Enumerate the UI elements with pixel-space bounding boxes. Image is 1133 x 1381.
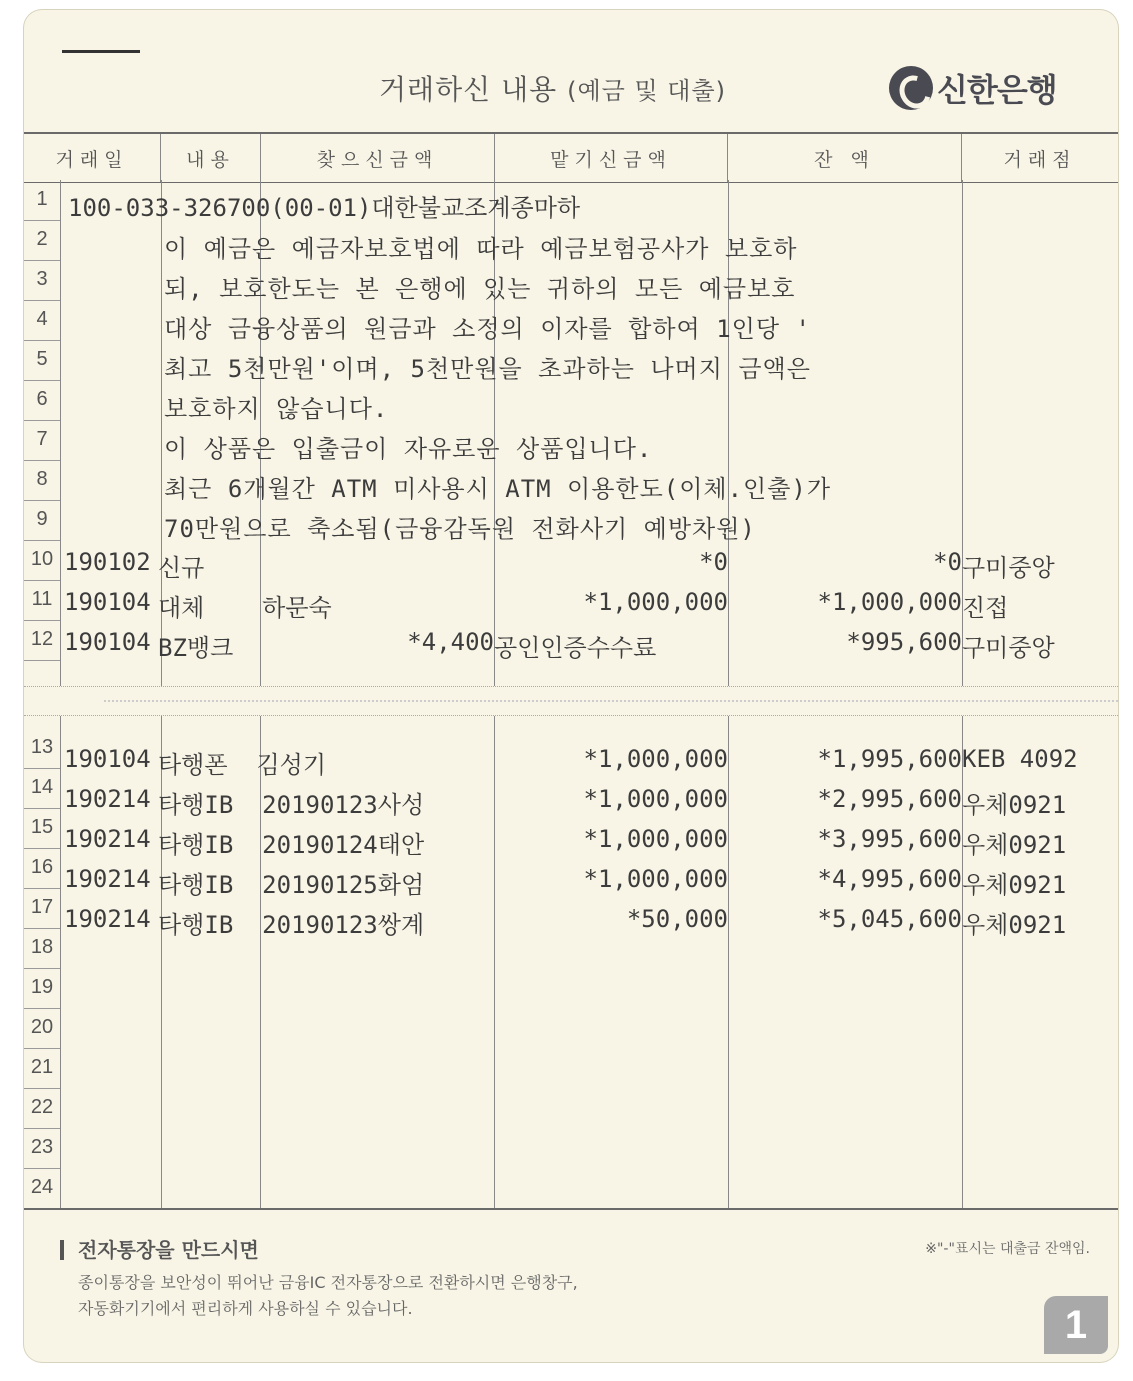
- col-withdraw-header: 찾으신금액: [261, 134, 495, 182]
- fold-perforation: [24, 686, 1118, 716]
- tx-withdraw: *4,400: [407, 628, 494, 656]
- row-divider: [24, 260, 60, 261]
- tx-desc: 타행IB 20190123쌍계: [158, 911, 425, 939]
- tx-deposit: *1,000,000: [583, 865, 728, 893]
- row-number: 20: [30, 1016, 54, 1038]
- tx-desc: 타행IB 20190124태안: [158, 831, 425, 859]
- row-divider: [24, 848, 60, 849]
- row-number: 9: [36, 508, 48, 530]
- row-divider: [24, 1088, 60, 1089]
- row-number: 17: [30, 896, 54, 918]
- row-divider: [24, 768, 60, 769]
- tx-balance: *995,600: [846, 628, 962, 656]
- tx-date: 190104: [64, 628, 151, 656]
- table-header: [24, 132, 1118, 183]
- row-number: 11: [31, 588, 53, 610]
- tx-deposit: *1,000,000: [583, 825, 728, 853]
- tx-desc: 대체 하문숙: [158, 594, 332, 622]
- tx-deposit: *1,000,000: [583, 588, 728, 616]
- tx-branch: 구미중앙: [962, 634, 1055, 662]
- row-divider: [24, 420, 60, 421]
- account-line: 100-033-326700(00-01)대한불교조계종마하: [68, 194, 581, 222]
- column-divider: [60, 714, 61, 1208]
- tx-date: 190214: [64, 865, 151, 893]
- tx-deposit: *1,000,000: [583, 745, 728, 773]
- row-divider: [24, 540, 60, 541]
- title-main: 거래하신 내용: [379, 73, 558, 106]
- tx-date: 190104: [64, 745, 151, 773]
- row-divider: [24, 928, 60, 929]
- notice-line-7: 최근 6개월간 ATM 미사용시 ATM 이용한도(이체.인출)가: [164, 475, 832, 503]
- notice-line-1: 이 예금은 예금자보호법에 따라 예금보험공사가 보호하: [164, 235, 798, 263]
- row-number: 14: [30, 776, 54, 798]
- row-number: 21: [30, 1056, 54, 1078]
- tx-date: 190214: [64, 785, 151, 813]
- tx-balance: *0: [933, 548, 962, 576]
- row-number: 10: [30, 548, 54, 570]
- row-divider: [24, 888, 60, 889]
- row-number: 23: [30, 1136, 54, 1158]
- notice-line-2: 되, 보호한도는 본 은행에 있는 귀하의 모든 예금보호: [164, 275, 796, 303]
- row-number: 7: [36, 428, 48, 450]
- row-number: 22: [30, 1096, 54, 1118]
- col-deposit-header: 맡기신금액: [495, 134, 728, 182]
- row-divider: [24, 808, 60, 809]
- row-number: 24: [30, 1176, 54, 1198]
- tx-desc: 타행IB 20190123사성: [158, 791, 425, 819]
- page-number-tab: 1: [1044, 1296, 1108, 1354]
- col-desc-header: 내용: [161, 134, 261, 182]
- row-divider: [24, 340, 60, 341]
- loan-balance-note: ※"-"표시는 대출금 잔액임.: [925, 1241, 1090, 1257]
- tx-deposit: *50,000: [626, 905, 728, 933]
- row-divider: [24, 460, 60, 461]
- tx-deposit: *0: [699, 548, 728, 576]
- row-number: 18: [30, 936, 54, 958]
- tx-balance: *5,045,600: [817, 905, 962, 933]
- tx-desc: 신규: [158, 554, 205, 582]
- tx-memo: 공인인증수수료: [494, 634, 657, 662]
- tx-branch: 우체0921: [962, 791, 1067, 819]
- tx-deposit: *1,000,000: [583, 785, 728, 813]
- tx-branch: 구미중앙: [962, 554, 1055, 582]
- tx-desc: BZ뱅크: [158, 634, 234, 662]
- bank-name: 신한은행: [937, 71, 1057, 109]
- notice-line-4: 최고 5천만원'이며, 5천만원을 초과하는 나머지 금액은: [164, 355, 811, 383]
- notice-line-6: 이 상품은 입출금이 자유로운 상품입니다.: [164, 435, 653, 463]
- row-divider: [24, 620, 60, 621]
- row-divider: [24, 1128, 60, 1129]
- row-divider: [24, 660, 60, 661]
- row-number: 12: [30, 628, 54, 650]
- row-number: 19: [30, 976, 54, 998]
- tx-date: 190214: [64, 825, 151, 853]
- tx-branch: 우체0921: [962, 911, 1067, 939]
- notice-line-3: 대상 금융상품의 원금과 소정의 이자를 합하여 1인당 ': [164, 315, 811, 343]
- footer-heading: 전자통장을 만드시면: [78, 1238, 259, 1262]
- footer-heading-bar: [60, 1240, 64, 1260]
- row-divider: [24, 1008, 60, 1009]
- notice-line-8: 70만원으로 축소됨(금융감독원 전화사기 예방차원): [164, 515, 756, 543]
- tx-date: 190214: [64, 905, 151, 933]
- row-number: 13: [30, 736, 54, 758]
- row-number: 2: [36, 228, 48, 250]
- footer-info: [24, 1208, 1118, 1362]
- title-subtitle: (예금 및 대출): [567, 77, 727, 105]
- column-divider: [60, 180, 61, 686]
- tx-balance: *1,000,000: [817, 588, 962, 616]
- row-number: 16: [30, 856, 54, 878]
- tx-balance: *2,995,600: [817, 785, 962, 813]
- col-date-header: 거래일: [24, 134, 161, 182]
- passbook-page: [24, 10, 1118, 1362]
- tx-branch: 진접: [962, 594, 1009, 622]
- tx-branch: KEB 4092: [962, 745, 1078, 773]
- tx-balance: *1,995,600: [817, 745, 962, 773]
- row-divider: [24, 300, 60, 301]
- tx-balance: *4,995,600: [817, 865, 962, 893]
- row-divider: [24, 500, 60, 501]
- tx-desc: 타행IB 20190125화엄: [158, 871, 425, 899]
- notice-line-5: 보호하지 않습니다.: [164, 395, 389, 423]
- row-number: 15: [30, 816, 54, 838]
- row-divider: [24, 580, 60, 581]
- bank-logo: [889, 65, 1057, 111]
- tx-branch: 우체0921: [962, 831, 1067, 859]
- bank-logo-icon: [889, 66, 933, 110]
- row-divider: [24, 968, 60, 969]
- tx-branch: 우체0921: [962, 871, 1067, 899]
- col-balance-header: 잔 액: [728, 134, 962, 182]
- footer-text-line-1: 종이통장을 보안성이 뛰어난 금융IC 전자통장으로 전환하시면 은행창구,: [78, 1273, 578, 1292]
- tx-balance: *3,995,600: [817, 825, 962, 853]
- row-divider: [24, 220, 60, 221]
- row-number: 6: [36, 388, 48, 410]
- footer-text-line-2: 자동화기기에서 편리하게 사용하실 수 있습니다.: [78, 1299, 413, 1318]
- top-dash-mark: [62, 50, 140, 53]
- tx-date: 190102: [64, 548, 151, 576]
- row-number: 8: [36, 468, 48, 490]
- row-divider: [24, 1048, 60, 1049]
- col-branch-header: 거래점: [1003, 148, 1077, 171]
- row-divider: [24, 1168, 60, 1169]
- row-number: 1: [36, 188, 48, 210]
- tx-date: 190104: [64, 588, 151, 616]
- page-title: [379, 68, 726, 108]
- tx-desc: 타행폰 김성기: [158, 751, 327, 779]
- row-number: 5: [36, 348, 48, 370]
- row-number: 3: [36, 268, 48, 290]
- row-number: 4: [36, 308, 48, 330]
- row-divider: [24, 380, 60, 381]
